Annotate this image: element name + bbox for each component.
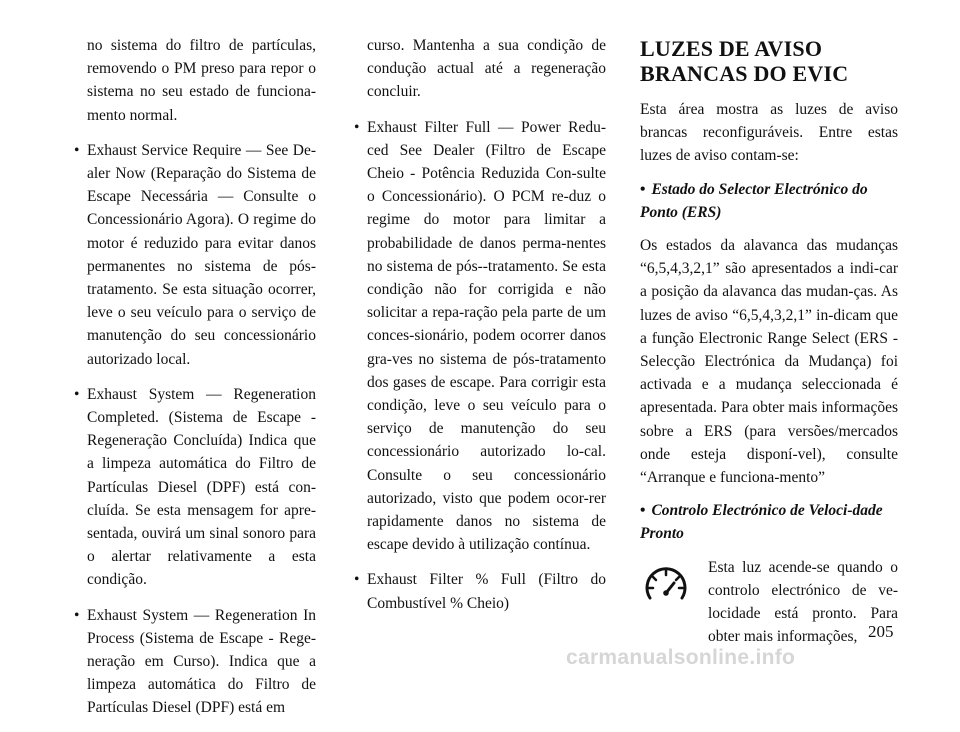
section-heading: LUZES DE AVISO BRANCAS DO EVIC (640, 36, 849, 86)
bullet-item (74, 139, 316, 371)
bullet-text: Exhaust Service Require — See De-aler Now (Reparação do Sistema de Escape Necessária — Consulte o Concessionário Agora). O regime do motor é reduzido para evitar danos permanentes no sistema de pós-tratamento. Se esta situação ocorrer, leve o seu veículo para o serviço de manutenção do seu concessionário autorizado local. (87, 141, 316, 368)
speed-control-block (640, 556, 898, 649)
bullet-dot: • (74, 141, 80, 159)
intro-paragraph: Esta área mostra as luzes de aviso brancas reconfiguráveis. Entre estas luzes de aviso contam-se: (640, 101, 898, 165)
bullet-dot: • (74, 385, 80, 403)
subheading-ers (640, 178, 898, 224)
bullet-dot: • (640, 180, 646, 198)
bullet-item (354, 568, 606, 614)
continuation-text: no sistema do filtro de partículas, removendo o PM preso para repor o sistema no seu estado de funciona-mento normal. (87, 37, 316, 124)
bullet-item (354, 116, 606, 557)
watermark: carmanualsonline.info (566, 646, 796, 669)
left-column (74, 34, 316, 732)
bullet-text: Exhaust System — Regeneration Completed. (Sistema de Escape - Regeneração Concluída) Indica que a limpeza automática do Filtro de Partículas Diesel (DPF) está con-cluída. Se esta mensagem for apre-sentada, ouvirá um sinal sonoro para o alertar relativamente a esta condição. (87, 385, 316, 589)
bullet-text: Exhaust Filter Full — Power Redu-ced See Dealer (Filtro de Escape Cheio - Potência Reduzida Con-sulte o Concessionário). O PCM re-duz o regime do motor para limitar a probabilidade de danos perma-nentes no sistema de pós--tratamento. Se esta condição não for corrigida e não solicitar a repa-ração pela parte de um conces-sionário, podem ocorrer danos gra-ves no sistema de pós-tratamento dos gases de escape. Para corrigir esta condição, leve o seu veículo para o serviço de manutenção do seu concessionário autorizado lo-cal. Consulte o seu concessionário autorizado, visto que podem ocor-rer rapidamente danos no sistema de escape devido à utilização contínua. (367, 118, 606, 554)
bullet-text: Exhaust System — Regeneration In Process (Sistema de Escape - Rege-neração em Curso). Indica que a limpeza automática do Filtro de Partículas Diesel (DPF) está em (87, 606, 316, 717)
bullet-item (74, 383, 316, 592)
subheading-speed-control (640, 499, 898, 545)
page-number: 205 (868, 622, 894, 641)
subheading-text: Controlo Electrónico de Veloci-dade Pronto (640, 502, 883, 543)
speedometer-icon (644, 564, 688, 604)
continuation-text: curso. Mantenha a sua condição de condução actual até a regeneração concluir. (367, 37, 606, 101)
bullet-text: Exhaust Filter % Full (Filtro do Combustível % Cheio) (367, 571, 606, 612)
bullet-dot: • (354, 571, 360, 589)
bullet-item (74, 604, 316, 720)
bullet-dot: • (354, 118, 360, 136)
ers-paragraph: Os estados da alavanca das mudanças “6,5,4,3,2,1” são apresentados a indi-car a posição da alavanca das mudan-ças. As luzes de aviso “6,5,4,3,2,1” in-dicam que a função Electronic Range Select (ERS - Selecção Electrónica da Mudança) foi activada e a mudança seleccionada é apresentada. Para obter mais informações sobre a ERS (para versões/mercados onde esteja disponí-vel), consulte “Arranque e funciona-mento” (640, 237, 898, 487)
speed-control-text: Esta luz acende-se quando o controlo electrónico de ve-locidade está pronto. Para obter mais informações, (708, 558, 898, 646)
right-column (640, 34, 898, 648)
bullet-dot: • (640, 502, 646, 520)
bullet-dot: • (74, 606, 80, 624)
middle-column (354, 34, 606, 627)
subheading-text: Estado do Selector Electrónico do Ponto (ERS) (640, 180, 868, 221)
